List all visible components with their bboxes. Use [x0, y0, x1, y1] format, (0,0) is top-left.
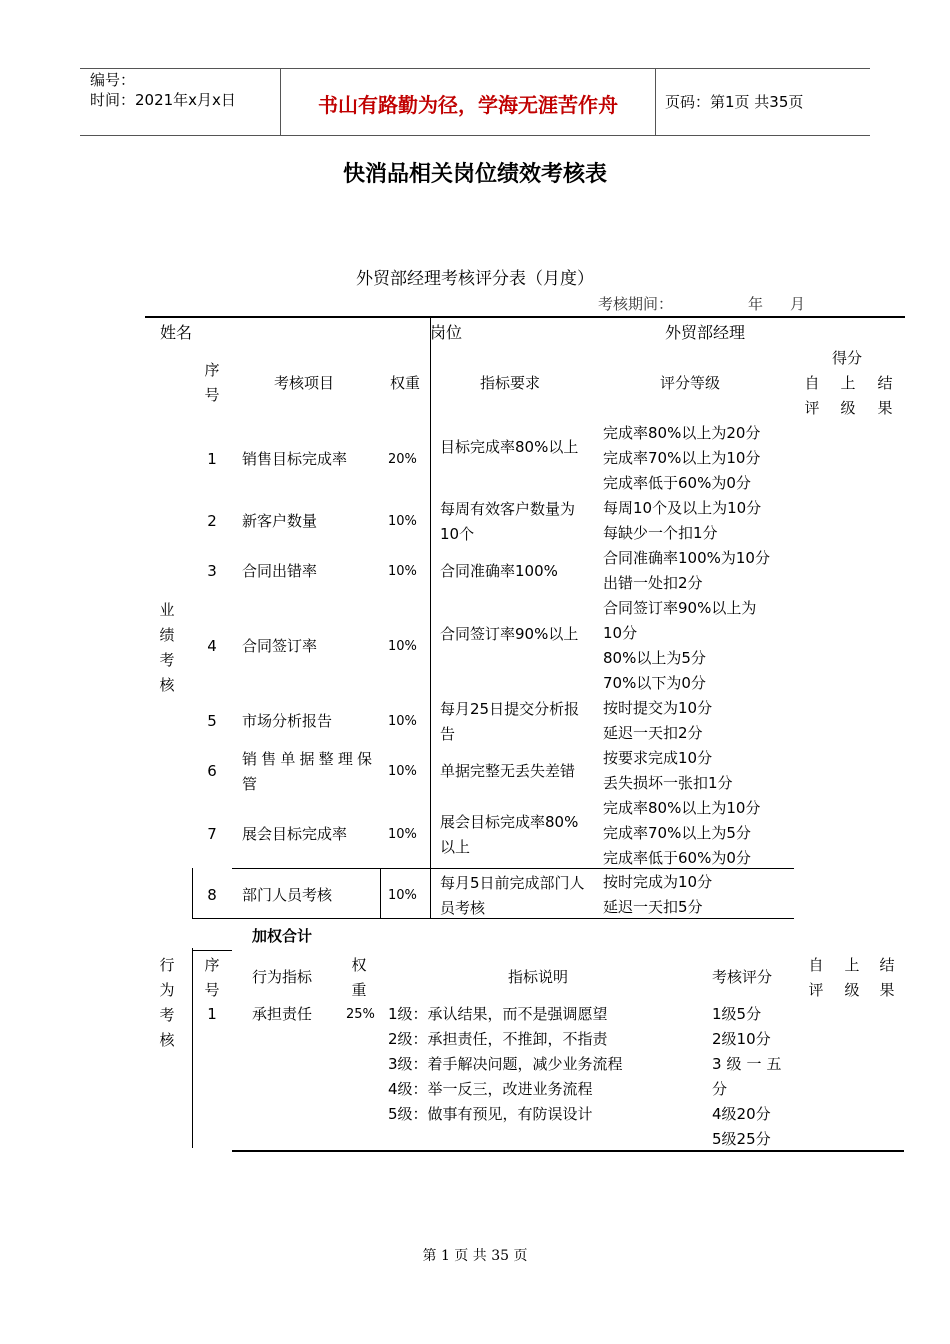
perf-header-seq: 序 号 [204, 361, 220, 404]
header-number-label: 编号： [90, 71, 136, 89]
perf-total-label: 加权合计 [252, 927, 313, 945]
behavior-row-weight: 25% [346, 1007, 375, 1022]
perf-row-requirement: 每周有效客户数量为10个 [440, 500, 576, 543]
perf-row-grade-line: 完成率80%以上为20分 [603, 424, 761, 442]
perf-row-grade-line: 延迟一天扣5分 [603, 898, 703, 916]
perf-row-grade-line: 完成率低于60%为0分 [603, 474, 751, 492]
perf-row-seq: 7 [207, 824, 217, 843]
table-bottom-rule [232, 1150, 904, 1152]
perf-header-superior: 上 级 [840, 374, 856, 417]
perf-row-weight: 10% [388, 888, 417, 903]
name-label: 姓名 [160, 323, 193, 342]
perf-row-item: 合同出错率 [242, 562, 318, 580]
behavior-header-self: 自 评 [808, 956, 824, 999]
perf-row-seq: 8 [207, 886, 217, 904]
behavior-seq-top-rule [192, 950, 232, 951]
col-divider-seq-row8 [192, 868, 193, 918]
perf-row-grade-line: 延迟一天扣2分 [603, 724, 703, 742]
col-divider-weight-row8 [380, 868, 381, 918]
footer-page: 第 1 页 共 35 页 [422, 1248, 528, 1264]
perf-row-weight: 10% [388, 826, 417, 842]
behavior-header-result: 结 果 [879, 956, 895, 999]
behavior-row-score-line: 5级25分 [712, 1130, 771, 1148]
perf-row-grade-line: 合同准确率100%为10分 [603, 549, 770, 567]
perf-row-grade-line: 10分 [603, 624, 638, 642]
perf-header-self: 自 评 [804, 374, 820, 417]
header-motto: 书山有路勤为径，学海无涯苦作舟 [318, 93, 618, 117]
behavior-row-desc-line: 3级：着手解决问题，减少业务流程 [388, 1055, 623, 1073]
perf-row-grade-line: 每缺少一个扣1分 [603, 524, 718, 542]
perf-row-grade-line: 完成率80%以上为10分 [603, 799, 761, 817]
perf-row-weight: 10% [388, 714, 417, 729]
perf-row-requirement: 每月5日前完成部门人员考核 [440, 874, 585, 917]
behavior-row-score-line: 分 [712, 1080, 728, 1098]
perf-row-grade-line: 丢失损坏一张扣1分 [603, 774, 733, 792]
behavior-header-seq: 序 号 [204, 956, 220, 999]
behavior-header-weight: 权 重 [351, 956, 367, 999]
perf-row-seq: 6 [207, 762, 217, 780]
period-label: 考核期间： [598, 295, 674, 313]
header-divider-1 [280, 68, 281, 136]
behavior-header-desc: 指标说明 [508, 968, 569, 986]
perf-row-grade-line: 完成率70%以上为10分 [603, 449, 761, 467]
perf-row-grade-line: 80%以上为5分 [603, 649, 706, 667]
behavior-header-score: 考核评分 [712, 968, 773, 986]
period-year: 年 [748, 295, 764, 313]
table-top-rule [145, 316, 905, 318]
col-divider-req [430, 318, 431, 918]
perf-row-item: 销售目标完成率 [242, 449, 348, 468]
behavior-row-score-line: 2级10分 [712, 1030, 771, 1048]
header-top-rule [80, 68, 870, 69]
behavior-left-rule [192, 948, 193, 1148]
perf-row-item: 销售单据整理保管 [242, 750, 374, 793]
perf-header-requirement: 指标要求 [480, 374, 541, 392]
perf-row-requirement: 目标完成率80%以上 [440, 437, 579, 456]
perf-row-weight: 10% [388, 564, 417, 579]
perf-header-grade: 评分等级 [660, 374, 721, 392]
perf-row-grade-line: 完成率低于60%为0分 [603, 849, 751, 867]
perf-row-item: 合同签订率 [242, 637, 318, 655]
behavior-row-score-line: 4级20分 [712, 1105, 771, 1123]
behavior-header-indicator: 行为指标 [252, 968, 313, 986]
perf-row-seq: 3 [207, 562, 217, 580]
perf-row-grade-line: 完成率70%以上为5分 [603, 824, 751, 842]
behavior-row-score-line: 3级一五 [712, 1055, 787, 1073]
perf-row-seq: 1 [207, 449, 217, 468]
perf-section-label: 业 绩 考 核 [159, 601, 175, 694]
perf-row-grade-line: 按时提交为10分 [603, 699, 713, 717]
behavior-row-indicator: 承担责任 [252, 1005, 313, 1023]
position-value: 外贸部经理 [665, 323, 746, 342]
header-time-label: 时间：2021年x月x日 [90, 91, 236, 109]
perf-row-grade-line: 出错一处扣2分 [603, 574, 703, 592]
doc-title: 快消品相关岗位绩效考核表 [342, 161, 607, 187]
behavior-row-seq: 1 [207, 1005, 217, 1023]
perf-row-item: 新客户数量 [242, 512, 318, 530]
perf-row-requirement: 每月25日提交分析报告 [440, 700, 580, 743]
perf-row-grade-line: 按时完成为10分 [603, 873, 713, 891]
perf-row-seq: 5 [207, 712, 217, 730]
perf-row-requirement: 合同准确率100% [440, 562, 558, 580]
perf-row-weight: 10% [388, 764, 417, 779]
perf-header-score: 得分 [832, 349, 863, 367]
perf-row-requirement: 单据完整无丢失差错 [440, 762, 576, 780]
perf-row-item: 部门人员考核 [242, 886, 333, 904]
behavior-row-desc-line: 2级：承担责任，不推卸，不指责 [388, 1030, 608, 1048]
perf-row-seq: 2 [207, 512, 217, 530]
table-title: 外贸部经理考核评分表（月度） [356, 269, 594, 289]
position-label: 岗位 [430, 323, 463, 342]
perf-row-grade-line: 每周10个及以上为10分 [603, 499, 762, 517]
perf-header-weight: 权重 [390, 374, 421, 392]
perf-row-weight: 10% [388, 514, 417, 529]
perf-row-weight: 20% [388, 451, 417, 467]
perf-row-seq: 4 [207, 637, 217, 655]
period-month: 月 [790, 295, 806, 313]
behavior-row-desc-line: 5级：做事有预见，有防误设计 [388, 1105, 593, 1123]
behavior-header-superior: 上 级 [844, 956, 860, 999]
perf-row-item: 展会目标完成率 [242, 824, 348, 843]
perf-row-grade-line: 合同签订率90%以上为 [603, 599, 757, 617]
perf-header-result: 结 果 [877, 374, 893, 417]
perf-row-weight: 10% [388, 639, 417, 654]
perf-row-requirement: 合同签订率90%以上 [440, 625, 579, 643]
header-page-info: 页码：第1页 共35页 [665, 93, 804, 111]
perf-row-requirement: 展会目标完成率80%以上 [440, 812, 579, 856]
behavior-section-label: 行 为 考 核 [159, 956, 175, 1049]
perf-header-item: 考核项目 [274, 374, 335, 392]
perf-row-grade-line: 70%以下为0分 [603, 674, 706, 692]
behavior-row-score-line: 1级5分 [712, 1005, 762, 1023]
perf-row-grade-line: 按要求完成10分 [603, 749, 713, 767]
header-divider-2 [655, 68, 656, 136]
perf-row-item: 市场分析报告 [242, 712, 333, 730]
behavior-row-desc-line: 1级：承认结果，而不是强调愿望 [388, 1005, 608, 1023]
behavior-row-desc-line: 4级：举一反三，改进业务流程 [388, 1080, 593, 1098]
header-bottom-rule [80, 135, 870, 136]
